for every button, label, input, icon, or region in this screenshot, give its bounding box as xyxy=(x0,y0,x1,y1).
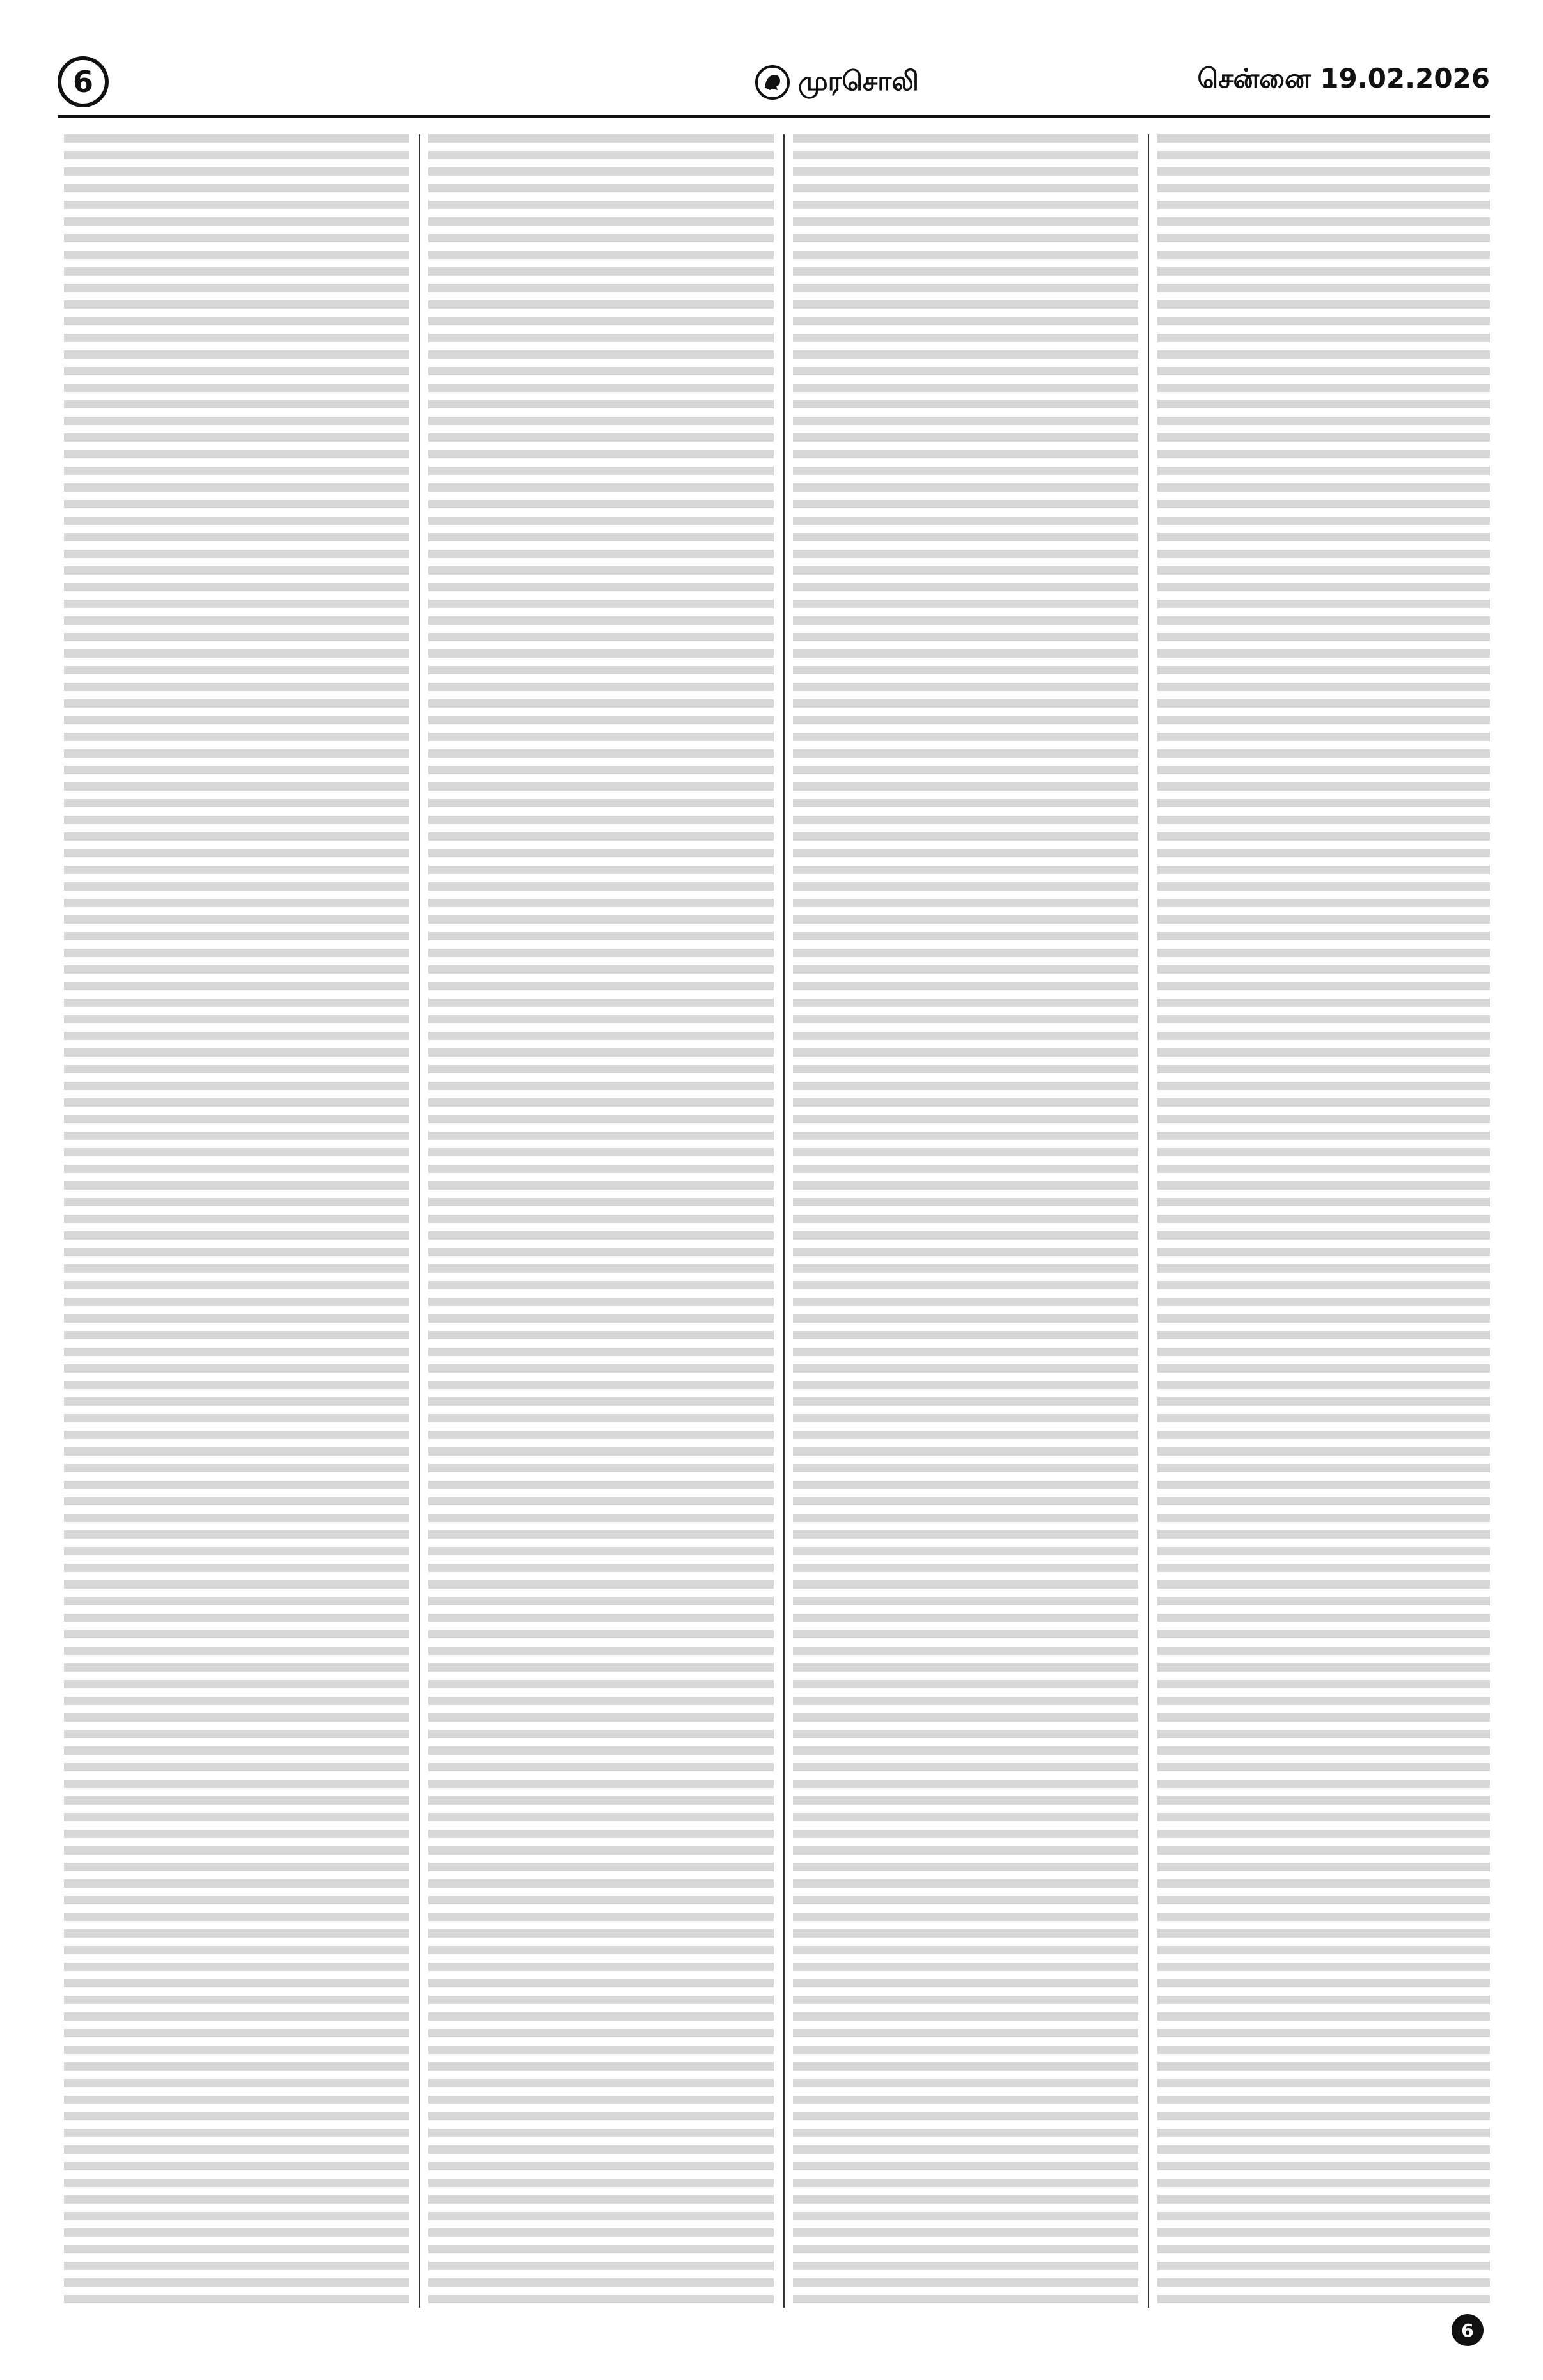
column-rule xyxy=(783,134,785,2308)
text-column-2 xyxy=(428,134,774,2308)
text-column-1 xyxy=(64,134,409,2308)
unreadable-text-block xyxy=(793,134,1138,2308)
page-header xyxy=(58,56,1490,107)
footer-page-number: 6 xyxy=(1452,2314,1484,2346)
unreadable-text-block xyxy=(1157,134,1490,2308)
unreadable-text-block xyxy=(64,134,409,2308)
masthead xyxy=(755,60,919,105)
column-rule xyxy=(419,134,420,2308)
text-column-4 xyxy=(1157,134,1490,2308)
text-column-3 xyxy=(793,134,1138,2308)
page-number: 6 xyxy=(58,56,109,107)
dateline: சென்னை 19.02.2026 xyxy=(1197,63,1490,94)
column-rule xyxy=(1148,134,1149,2308)
header-rule xyxy=(58,115,1490,118)
masthead-title: முரசொலி xyxy=(798,65,919,97)
unreadable-text-block xyxy=(428,134,774,2308)
masthead-logo-icon xyxy=(755,65,790,100)
